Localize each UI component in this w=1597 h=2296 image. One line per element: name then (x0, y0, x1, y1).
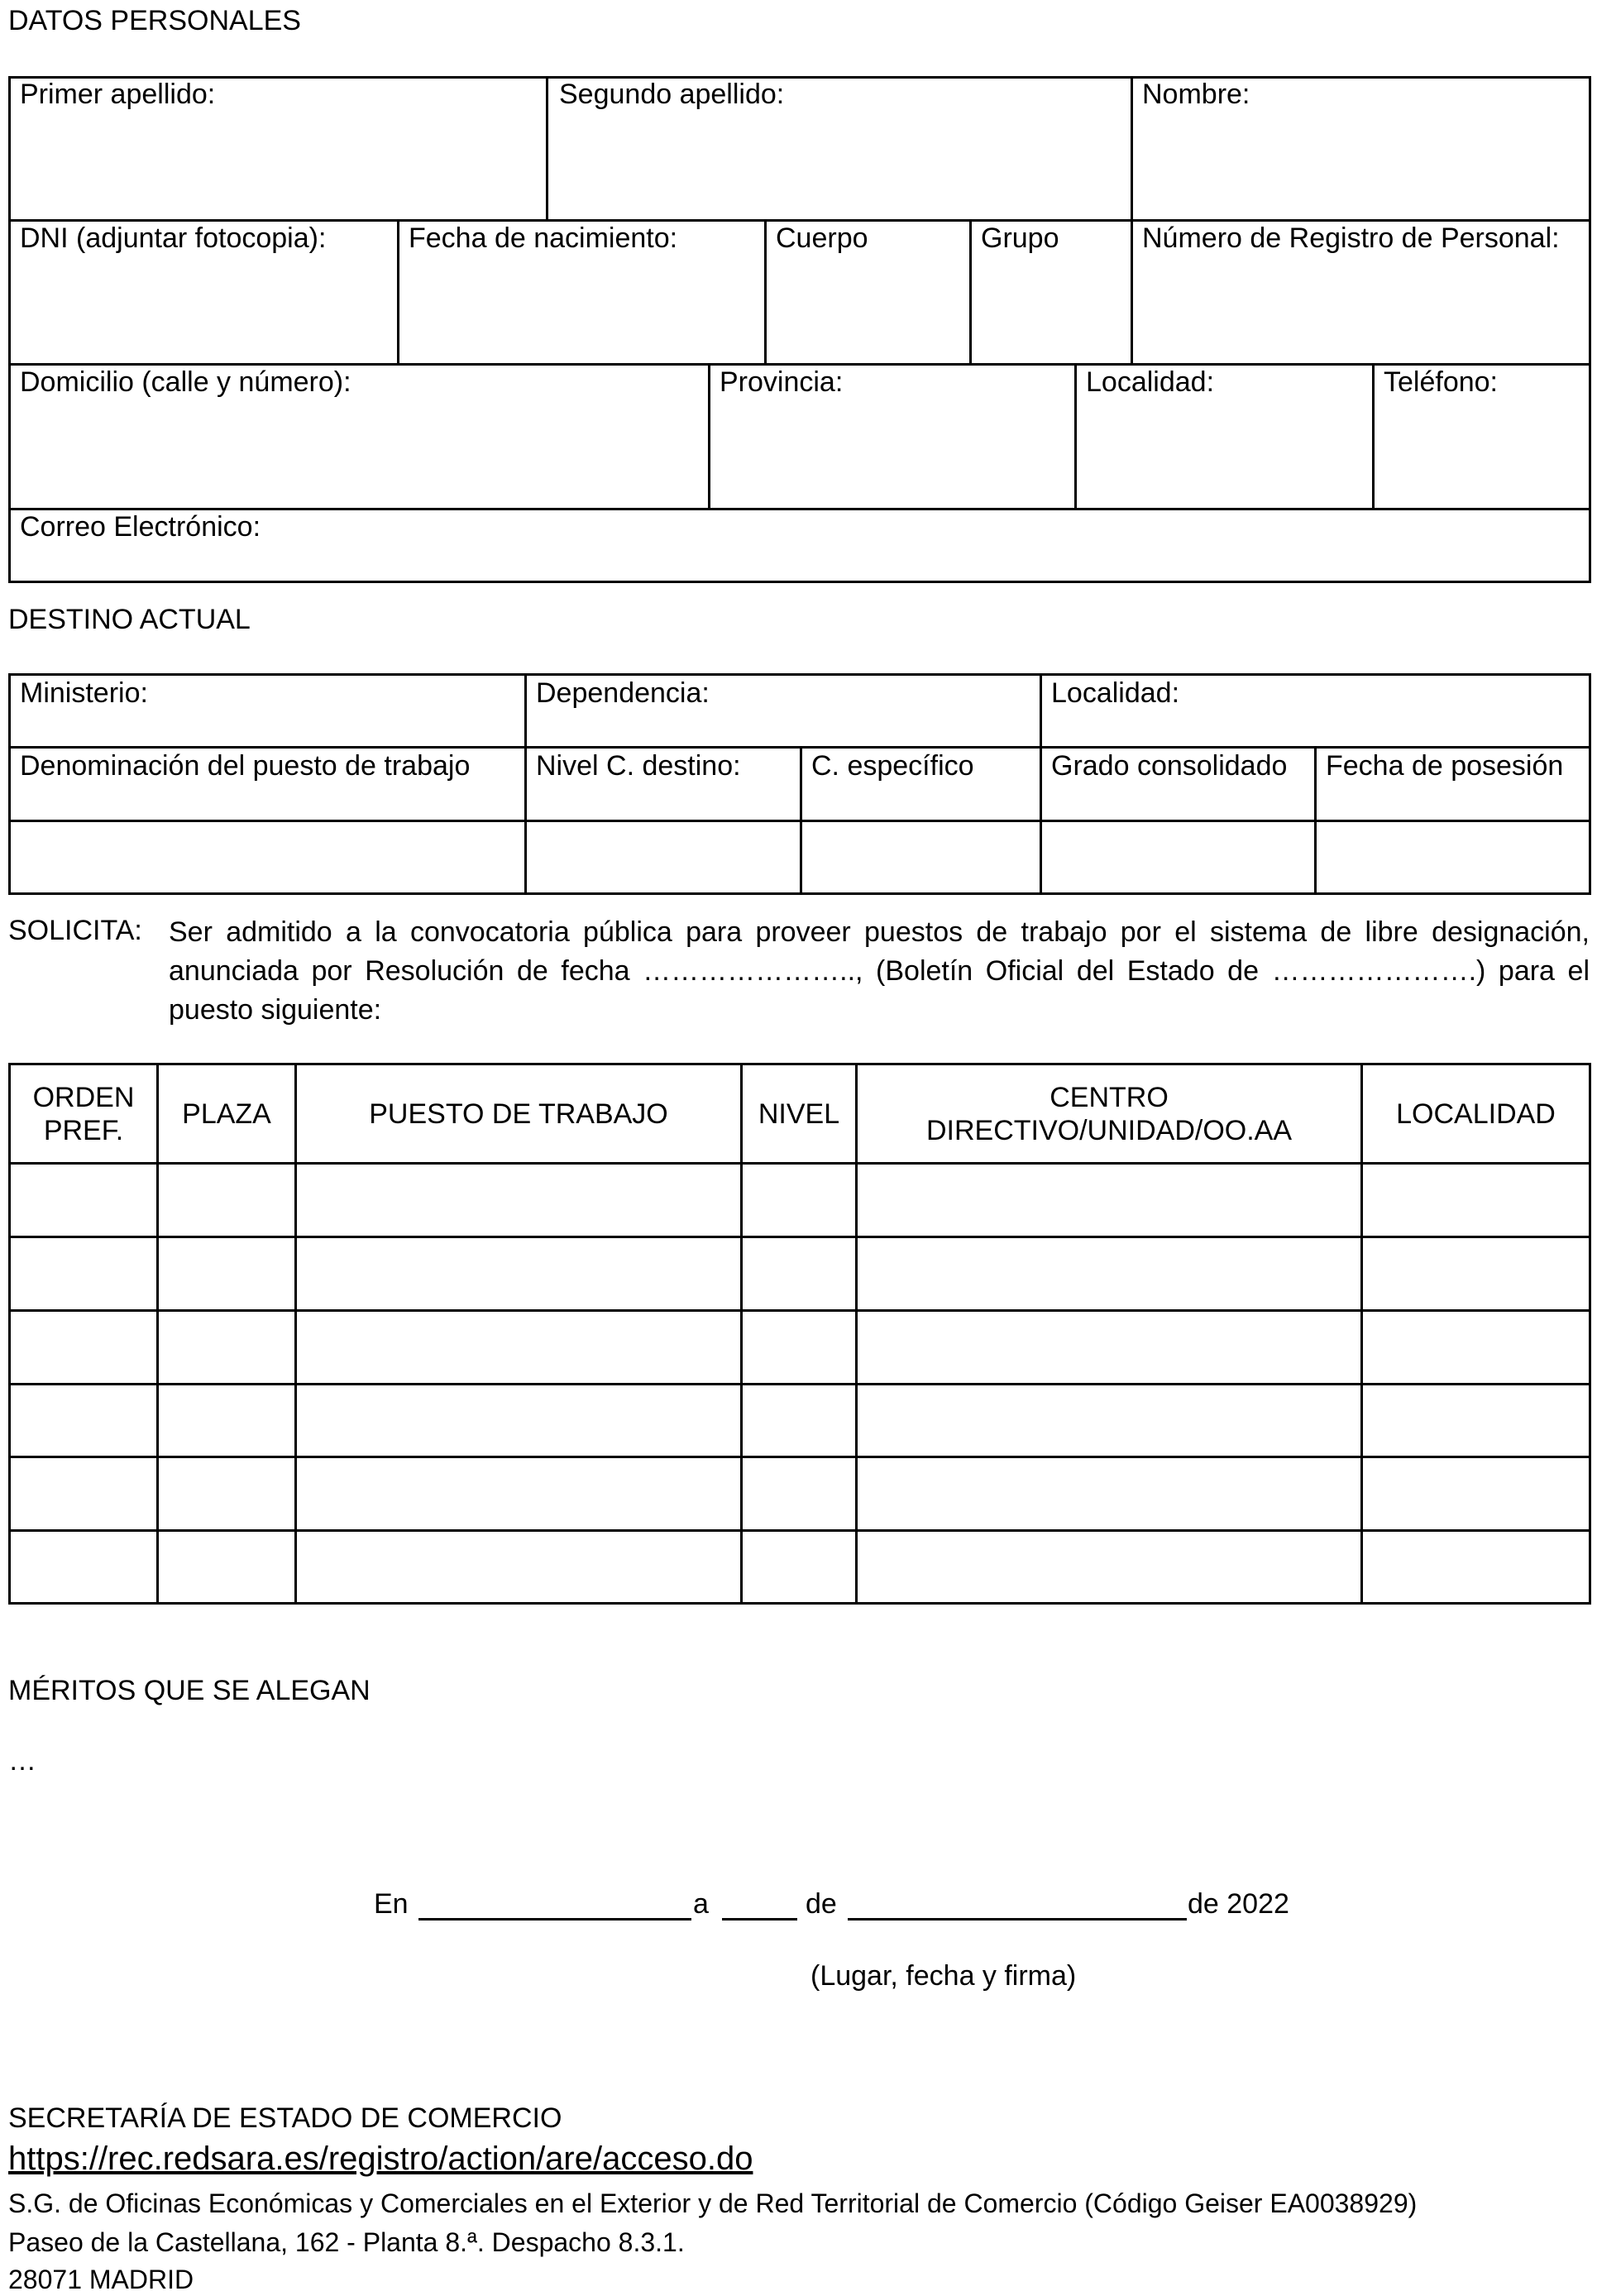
col-puesto-trabajo: PUESTO DE TRABAJO (369, 1098, 668, 1130)
secretaria-title: SECRETARÍA DE ESTADO DE COMERCIO (8, 2102, 562, 2134)
nivel-destino-header: Nivel C. destino: (536, 750, 741, 782)
col-localidad: LOCALIDAD (1396, 1098, 1556, 1130)
especifico-input[interactable] (802, 822, 1040, 892)
table-row[interactable] (11, 1165, 1589, 1236)
ministerio-field[interactable]: Ministerio: (20, 677, 148, 709)
primer-apellido-field[interactable]: Primer apellido: (20, 79, 216, 110)
table-row[interactable] (11, 1312, 1589, 1383)
col-orden-pref: ORDEN PREF. (32, 1081, 135, 1146)
table-row[interactable] (11, 1458, 1589, 1529)
firma-year: de 2022 (1188, 1888, 1289, 1920)
mes-line[interactable] (848, 1918, 1187, 1921)
direccion-text: Paseo de la Castellana, 162 - Planta 8.ª. Despacho 8.3.1. (8, 2227, 685, 2257)
fecha-nacimiento-field[interactable]: Fecha de nacimiento: (409, 222, 678, 254)
solicita-label: SOLICITA: (8, 915, 142, 946)
registro-link[interactable]: https://rec.redsara.es/registro/action/are/acceso.do (8, 2141, 753, 2177)
firma-en-label: En (374, 1888, 409, 1920)
posesion-header: Fecha de posesión (1326, 750, 1564, 782)
meritos-title: MÉRITOS QUE SE ALEGAN (8, 1675, 371, 1706)
correo-field[interactable]: Correo Electrónico: (20, 511, 261, 543)
solicita-text: Ser admitido a la convocatoria pública para proveer puestos de trabajo por el sistema de libre designación, anunciada por Resolución de fecha ………………….., (Boletín Oficial del Estado de ………………….) para el puesto siguiente: (169, 916, 1590, 1026)
firma-a-label: a (693, 1888, 709, 1920)
col-plaza: PLAZA (182, 1098, 271, 1130)
domicilio-field[interactable]: Domicilio (calle y número): (20, 366, 351, 398)
destino-localidad-field[interactable]: Localidad: (1051, 677, 1180, 709)
firma-de-label: de (806, 1888, 837, 1920)
col-nivel: NIVEL (758, 1098, 840, 1130)
denominacion-header: Denominación del puesto de trabajo (20, 750, 471, 782)
nivel-destino-input[interactable] (527, 822, 800, 892)
table-row[interactable] (11, 1532, 1589, 1602)
grado-header: Grado consolidado (1051, 750, 1288, 782)
table-row[interactable] (11, 1238, 1589, 1309)
nrp-field[interactable]: Número de Registro de Personal: (1142, 222, 1560, 254)
sg-text: S.G. de Oficinas Económicas y Comerciales en el Exterior y de Red Territorial de Comercio (Código Geiser EA0038929) (8, 2188, 1418, 2218)
firma-note: (Lugar, fecha y firma) (810, 1960, 1077, 1992)
localidad-field[interactable]: Localidad: (1086, 366, 1215, 398)
provincia-field[interactable]: Provincia: (720, 366, 844, 398)
datos-personales-title: DATOS PERSONALES (8, 5, 301, 36)
destino-actual-title: DESTINO ACTUAL (8, 604, 251, 635)
denominacion-input[interactable] (11, 822, 524, 892)
telefono-field[interactable]: Teléfono: (1384, 366, 1498, 398)
dia-line[interactable] (722, 1918, 797, 1921)
grupo-field[interactable]: Grupo (981, 222, 1059, 254)
dni-field[interactable]: DNI (adjuntar fotocopia): (20, 222, 327, 254)
cp-text: 28071 MADRID (8, 2265, 194, 2294)
segundo-apellido-field[interactable]: Segundo apellido: (559, 79, 785, 110)
meritos-content[interactable]: … (8, 1745, 36, 1777)
cuerpo-field[interactable]: Cuerpo (776, 222, 868, 254)
lugar-line[interactable] (418, 1918, 691, 1921)
col-centro-directivo: CENTRO DIRECTIVO/UNIDAD/OO.AA (925, 1081, 1293, 1146)
posesion-input[interactable] (1317, 822, 1589, 892)
table-row[interactable] (11, 1385, 1589, 1456)
grado-input[interactable] (1042, 822, 1314, 892)
especifico-header: C. específico (811, 750, 974, 782)
dependencia-field[interactable]: Dependencia: (536, 677, 710, 709)
nombre-field[interactable]: Nombre: (1142, 79, 1250, 110)
